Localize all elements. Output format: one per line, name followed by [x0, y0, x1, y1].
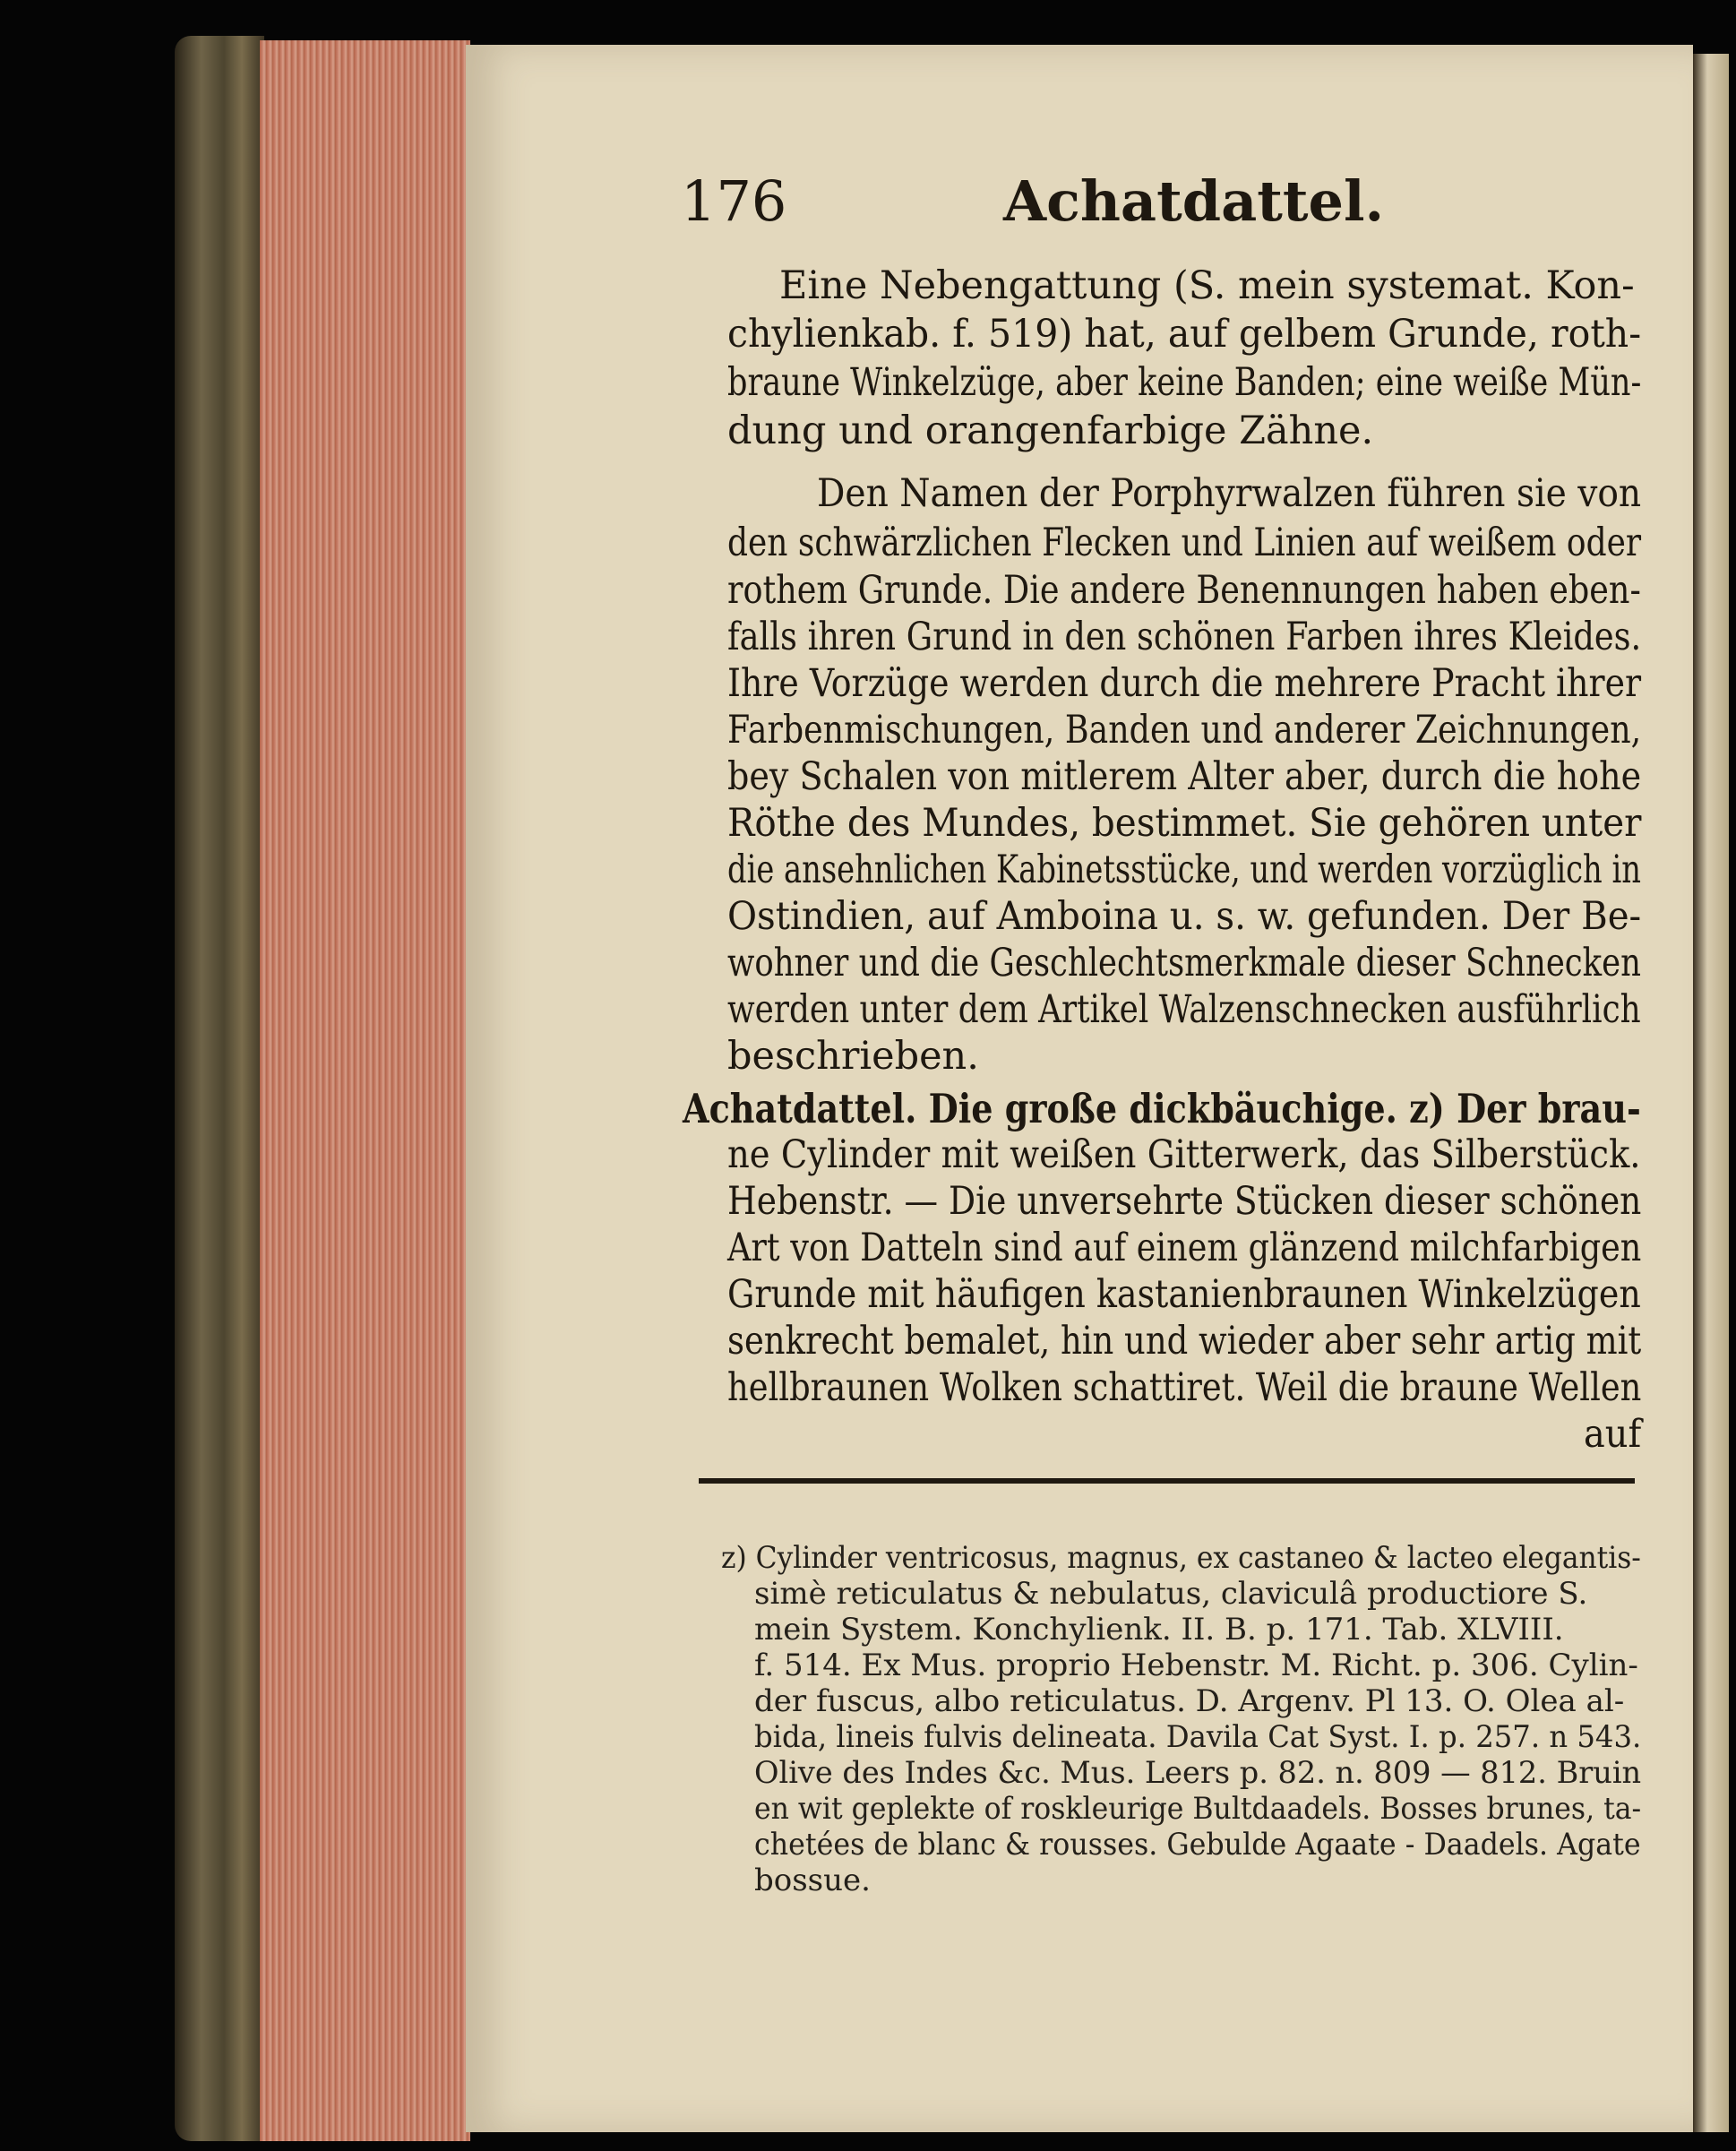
footnote-line: en wit geplekte of roskleurige Bultdaadels. Bosses brunes, ta-	[754, 1791, 1642, 1827]
footnote-line: f. 514. Ex Mus. proprio Hebenstr. M. Richt. p. 306. Cylin-	[754, 1648, 1638, 1683]
text-line: hellbraunen Wolken schattiret. Weil die braune Wellen	[727, 1365, 1642, 1410]
text-line: senkrecht bemalet, hin und wieder aber sehr artig mit	[727, 1319, 1642, 1364]
footnote-line: mein System. Konchylienk. II. B. p. 171. Tab. XLVIII.	[754, 1612, 1564, 1648]
text-line: die ansehnlichen Kabinetsstücke, und werden vorzüglich in	[727, 847, 1641, 892]
text-line: falls ihren Grund in den schönen Farben ihres Kleides.	[727, 615, 1642, 659]
text-line: Ihre Vorzüge werden durch die mehrere Pracht ihrer	[727, 661, 1642, 706]
facing-page-edge	[1693, 54, 1729, 2132]
catchword: auf	[1584, 1412, 1642, 1457]
footnote-line: z) Cylinder ventricosus, magnus, ex castaneo & lacteo elegantis-	[721, 1540, 1641, 1576]
text-line: Art von Datteln sind auf einem glänzend milchfarbigen	[727, 1226, 1642, 1270]
footnote-divider	[699, 1478, 1635, 1484]
entry-heading-line: Achatdattel. Die große dickbäuchige. z) Der brau-	[683, 1085, 1641, 1132]
footnote-line: bossue.	[754, 1863, 871, 1898]
text-line: werden unter dem Artikel Walzenschnecken ausführlich	[727, 987, 1641, 1032]
page-number: 176	[681, 168, 787, 234]
footnote-line: bida, lineis fulvis delineata. Davila Cat Syst. I. p. 257. n 543.	[754, 1719, 1642, 1755]
text-line: Röthe des Mundes, bestimmet. Sie gehören unter	[727, 801, 1642, 846]
page-edges	[260, 40, 470, 2141]
text-line: braune Winkelzüge, aber keine Banden; eine weiße Mün-	[727, 360, 1642, 405]
text-line: Ostindien, auf Amboina u. s. w. gefunden. Der Be-	[727, 894, 1642, 939]
text-line: Farbenmischungen, Banden und anderer Zeichnungen,	[727, 708, 1642, 753]
text-line: wohner und die Geschlechtsmerkmale dieser Schnecken	[727, 941, 1641, 985]
text-line: dung und orangenfarbige Zähne.	[727, 409, 1374, 453]
text-line: den schwärzlichen Flecken und Linien auf weißem oder	[727, 521, 1642, 565]
footnote-line: simè reticulatus & nebulatus, claviculâ productiore S.	[754, 1576, 1588, 1612]
footnote-line: Olive des Indes &c. Mus. Leers p. 82. n. 809 — 812. Bruin	[754, 1755, 1642, 1791]
text-line: beschrieben.	[727, 1034, 979, 1079]
footnote-line: der fuscus, albo reticulatus. D. Argenv. Pl 13. O. Olea al-	[754, 1683, 1625, 1719]
footnote-line: chetées de blanc & rousses. Gebulde Agaate - Daadels. Agate	[754, 1827, 1641, 1863]
text-line: Hebenstr. — Die unversehrte Stücken dieser schönen	[727, 1179, 1642, 1224]
text-line: Grunde mit häufigen kastanienbraunen Winkelzügen	[727, 1272, 1641, 1317]
text-line: bey Schalen von mitlerem Alter aber, durch die hohe	[727, 754, 1642, 799]
text-line: Eine Nebengattung (S. mein systemat. Kon-	[779, 263, 1635, 308]
text-line: ne Cylinder mit weißen Gitterwerk, das Silberstück.	[727, 1132, 1641, 1177]
book-spine	[175, 36, 264, 2141]
text-line: Den Namen der Porphyrwalzen führen sie von	[817, 471, 1642, 516]
text-line: rothem Grunde. Die andere Benennungen haben eben-	[727, 568, 1641, 613]
text-line: chylienkab. f. 519) hat, auf gelbem Grunde, roth-	[727, 312, 1642, 357]
running-head: Achatdattel.	[1003, 168, 1385, 234]
